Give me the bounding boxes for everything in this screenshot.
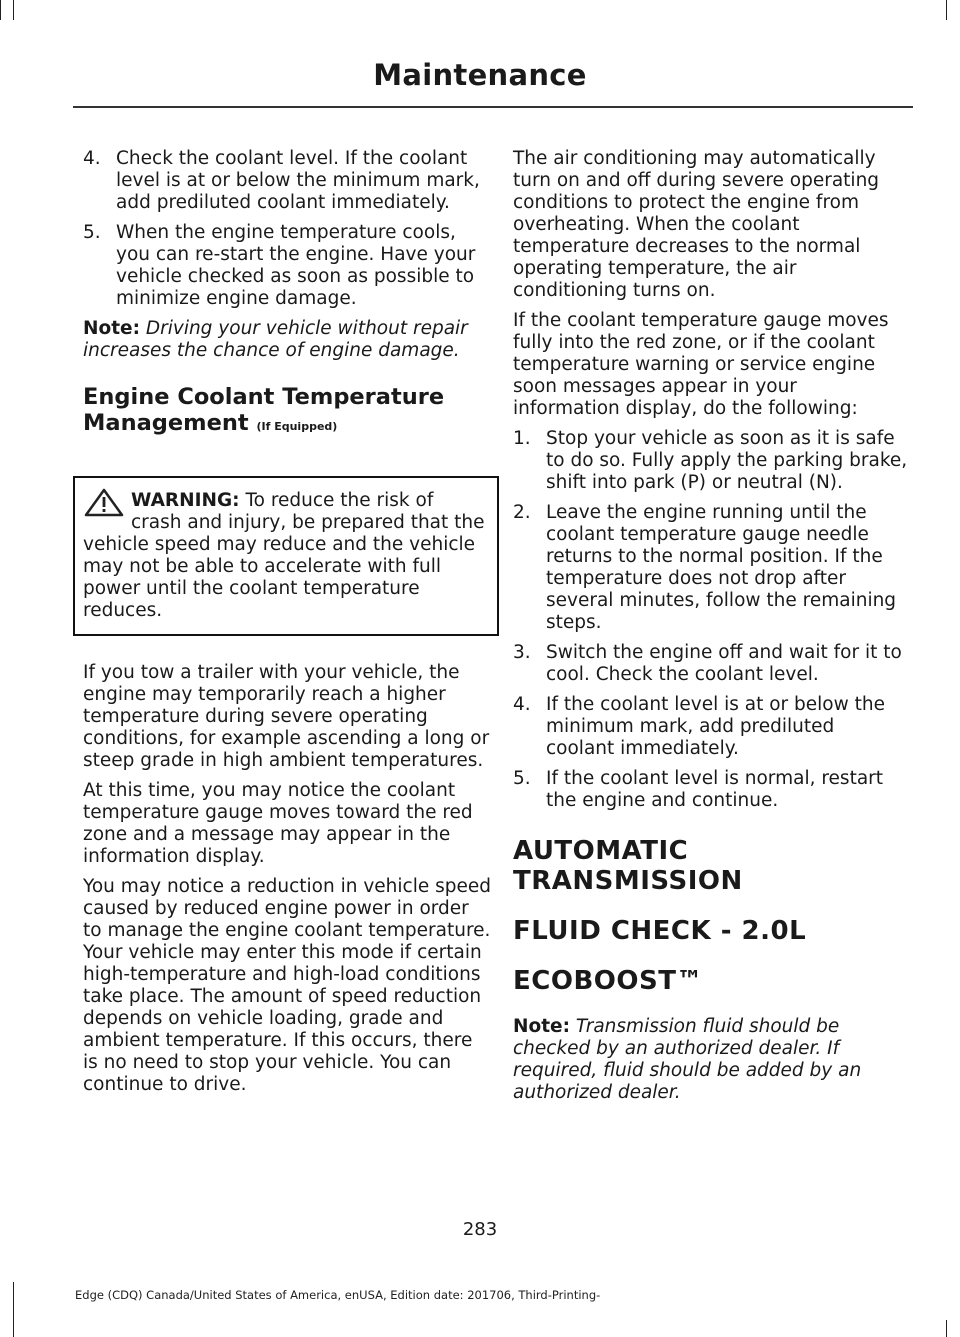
chapter-heading xyxy=(513,836,908,996)
note xyxy=(83,318,491,362)
crop-mark xyxy=(13,1282,14,1337)
paragraph: If the coolant temperature gauge moves fully into the red zone, or if the coolant temperature warning or service engine soon messages appear in your information display, do the following: xyxy=(513,310,889,419)
list-item xyxy=(513,642,908,686)
footer-edition: Edge (CDQ) Canada/United States of America, enUSA, Edition date: 201706, Third-Printing- xyxy=(75,1288,601,1302)
step-number: 2. xyxy=(513,502,531,523)
paragraph: At this time, you may notice the coolant temperature gauge moves toward the red zone and a message may appear in the information display. xyxy=(83,780,473,867)
step-number: 4. xyxy=(83,148,101,169)
note-text: Transmission fluid should be checked by an authorized dealer. If required, fluid should be added by an authorized dealer. xyxy=(513,1016,862,1103)
right-column xyxy=(513,148,908,1112)
list-item xyxy=(513,768,908,812)
step-list xyxy=(83,148,491,310)
list-item xyxy=(513,694,908,760)
paragraph: You may notice a reduction in vehicle speed caused by reduced engine power in order to manage the engine coolant temperature. Your vehicle may enter this mode if certain high-temperature and high-load conditions take place. The amount of speed reduction depends on vehicle loading, grade and ambient temperature. If this occurs, there is no need to stop your vehicle. You can continue to drive. xyxy=(83,876,491,1095)
step-text: Stop your vehicle as soon as it is safe to do so. Fully apply the parking brake, shift into park (P) or neutral (N). xyxy=(546,428,908,493)
step-text: Leave the engine running until the coolant temperature gauge needle returns to the normal position. If the temperature does not drop after several minutes, follow the remaining steps. xyxy=(546,502,897,633)
crop-mark xyxy=(946,0,947,20)
header-divider xyxy=(73,106,913,108)
step-number: 3. xyxy=(513,642,531,663)
section-heading-text: Engine Coolant Temperature Management xyxy=(83,384,445,436)
paragraph: The air conditioning may automatically turn on and off during severe operating conditions to protect the engine from overheating. When the coolant temperature decreases to the normal operating temperature, the air conditioning turns on. xyxy=(513,148,880,301)
step-text: Switch the engine off and wait for it to cool. Check the coolant level. xyxy=(546,642,902,685)
warning-text: To reduce the risk of crash and injury, be prepared that the vehicle speed may reduce and the vehicle may not be able to accelerate with full power until the coolant temperature reduces. xyxy=(83,490,485,621)
warning-label: WARNING: xyxy=(131,490,240,511)
list-item xyxy=(83,222,491,310)
list-item xyxy=(513,428,908,494)
section-heading-qualifier: (If Equipped) xyxy=(256,420,338,433)
left-column xyxy=(83,148,491,1104)
paragraph: If you tow a trailer with your vehicle, the engine may temporarily reach a higher temperature during severe operating conditions, for example ascending a long or steep grade in high ambient temperatures. xyxy=(83,662,490,771)
step-list xyxy=(513,428,908,812)
step-number: 1. xyxy=(513,428,531,449)
note-label: Note: xyxy=(513,1016,570,1037)
warning-box xyxy=(73,476,499,636)
step-number: 5. xyxy=(513,768,531,789)
chapter-heading-line: FLUID CHECK - 2.0L xyxy=(513,916,807,946)
list-item xyxy=(83,148,491,214)
crop-mark xyxy=(0,0,1,20)
chapter-heading-line: ECOBOOST™ xyxy=(513,966,703,996)
note-text: Driving your vehicle without repair increases the chance of engine damage. xyxy=(83,318,468,361)
chapter-heading-line: AUTOMATIC TRANSMISSION xyxy=(513,836,743,896)
note-label: Note: xyxy=(83,318,140,339)
page-title: Maintenance xyxy=(373,58,587,92)
section-heading xyxy=(83,384,491,440)
note xyxy=(513,1016,908,1104)
step-number: 5. xyxy=(83,222,101,243)
warning-triangle-icon xyxy=(83,488,125,518)
crop-mark xyxy=(13,0,14,20)
page-number: 283 xyxy=(462,1219,498,1240)
step-text: Check the coolant level. If the coolant level is at or below the minimum mark, add prediluted coolant immediately. xyxy=(116,148,480,213)
step-number: 4. xyxy=(513,694,531,715)
crop-mark xyxy=(946,1320,947,1337)
list-item xyxy=(513,502,908,634)
step-text: If the coolant level is normal, restart the engine and continue. xyxy=(546,768,884,811)
step-text: If the coolant level is at or below the minimum mark, add prediluted coolant immediately. xyxy=(546,694,885,759)
step-text: When the engine temperature cools, you can re-start the engine. Have your vehicle checked as soon as possible to minimize engine damage. xyxy=(116,222,476,309)
